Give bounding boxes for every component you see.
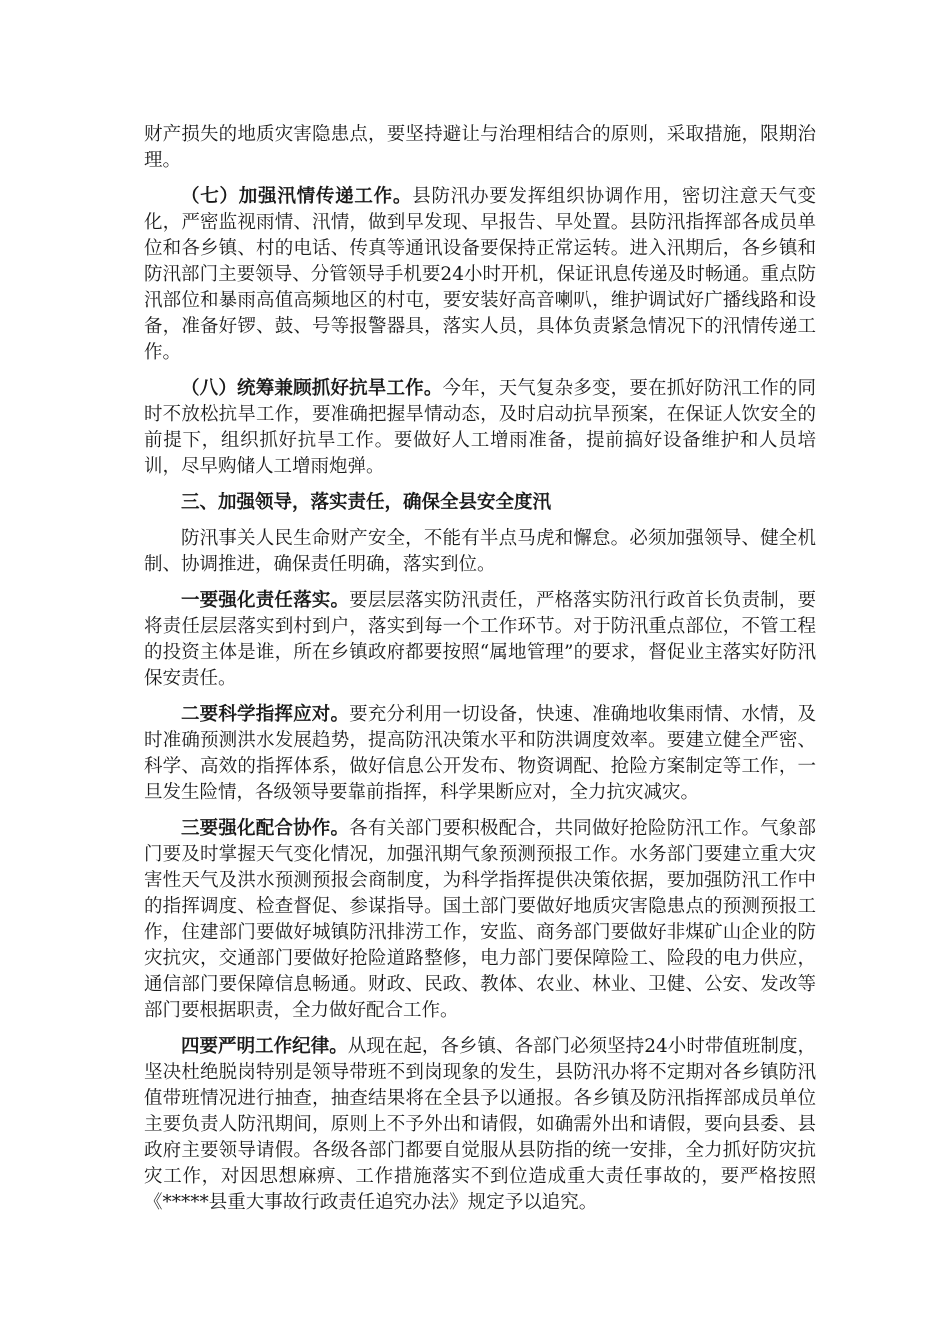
item-1-lead: 一要强化责任落实。 <box>181 590 350 611</box>
document-page <box>144 122 816 1226</box>
item-3-lead: 三要强化配合协作。 <box>181 818 350 839</box>
section-7-lead: （七）加强汛情传递工作。 <box>181 186 413 207</box>
section-3-heading: 三、加强领导，落实责任，确保全县安全度汛 <box>181 492 552 513</box>
item-4-lead: 四要严明工作纪律。 <box>181 1036 348 1057</box>
section-3-intro: 防汛事关人民生命财产安全，不能有半点马虎和懈怠。必须加强领导、健全机制、协调推进，确保责任明确，落实到位。 <box>144 528 816 575</box>
item-3-body: 各有关部门要积极配合，共同做好抢险防汛工作。气象部门要及时掌握天气变化情况，加强汛期气象预测预报工作。水务部门要建立重大灾害性天气及洪水预测预报会商制度，为科学指挥提供决策依据，要加强防汛工作中的指挥调度、检查督促、参谋指导。国土部门要做好地质灾害隐患点的预测预报工作，住建部门要做好城镇防汛排涝工作，安监、商务部门要做好非煤矿山企业的防灾抗灾，交通部门要做好抢险道路整修，电力部门要保障险工、险段的电力供应，通信部门要保障信息畅通。财政、民政、教体、农业、林业、卫健、公安、发改等部门要根据职责，全力做好配合工作。 <box>144 818 816 1021</box>
item-3-paragraph <box>144 816 816 1024</box>
item-4-body: 从现在起，各乡镇、各部门必须坚持24小时带值班制度，坚决杜绝脱岗特别是领导带班不到岗现象的发生，县防汛办将不定期对各乡镇防汛值带班情况进行抽查，抽查结果将在全县予以通报。各乡镇及防汛指挥部成员单位主要负责人防汛期间，原则上不予外出和请假，如确需外出和请假，要向县委、县政府主要领导请假。各级各部门都要自觉服从县防指的统一安排，全力抓好防灾抗灾工作，对因思想麻痹、工作措施落实不到位造成重大责任事故的，要严格按照《*****县重大事故行政责任追究办法》规定予以追究。 <box>144 1036 816 1213</box>
item-1-body: 要层层落实防汛责任，严格落实防汛行政首长负责制，要将责任层层落实到村到户，落实到每一个工作环节。对于防汛重点部位，不管工程的投资主体是谁，所在乡镇政府都要按照“属地管理”的要求，督促业主落实好防汛保安责任。 <box>144 590 816 689</box>
section-8-lead: （八）统筹兼顾抓好抗旱工作。 <box>181 378 443 399</box>
item-1-paragraph <box>144 588 816 692</box>
section-8-body: 今年，天气复杂多变，要在抓好防汛工作的同时不放松抗旱工作，要准确把握旱情动态，及时启动抗旱预案，在保证人饮安全的前提下，组织抓好抗旱工作。要做好人工增雨准备，提前搞好设备维护和人员培训，尽早购储人工增雨炮弹。 <box>144 378 816 477</box>
item-2-lead: 二要科学指挥应对。 <box>181 704 350 725</box>
item-4-paragraph <box>144 1034 816 1216</box>
continuation-paragraph: 财产损失的地质灾害隐患点，要坚持避让与治理相结合的原则，采取措施，限期治理。 <box>144 124 816 171</box>
item-2-body: 要充分利用一切设备，快速、准确地收集雨情、水情，及时准确预测洪水发展趋势，提高防汛决策水平和防洪调度效率。要建立健全严密、科学、高效的指挥体系，做好信息公开发布、物资调配、抢险方案制定等工作，一旦发生险情，各级领导要靠前指挥，科学果断应对，全力抗灾减灾。 <box>144 704 816 803</box>
section-7-body: 县防汛办要发挥组织协调作用，密切注意天气变化，严密监视雨情、汛情，做到早发现、早报告、早处置。县防汛指挥部各成员单位和各乡镇、村的电话、传真等通讯设备要保持正常运转。进入汛期后，各乡镇和防汛部门主要领导、分管领导手机要24小时开机，保证讯息传递及时畅通。重点防汛部位和暴雨高值高频地区的村屯，要安装好高音喇叭，维护调试好广播线路和设备，准备好锣、鼓、号等报警器具，落实人员，具体负责紧急情况下的汛情传递工作。 <box>144 186 816 363</box>
item-2-paragraph <box>144 702 816 806</box>
section-8-paragraph <box>144 376 816 480</box>
section-7-paragraph <box>144 184 816 366</box>
